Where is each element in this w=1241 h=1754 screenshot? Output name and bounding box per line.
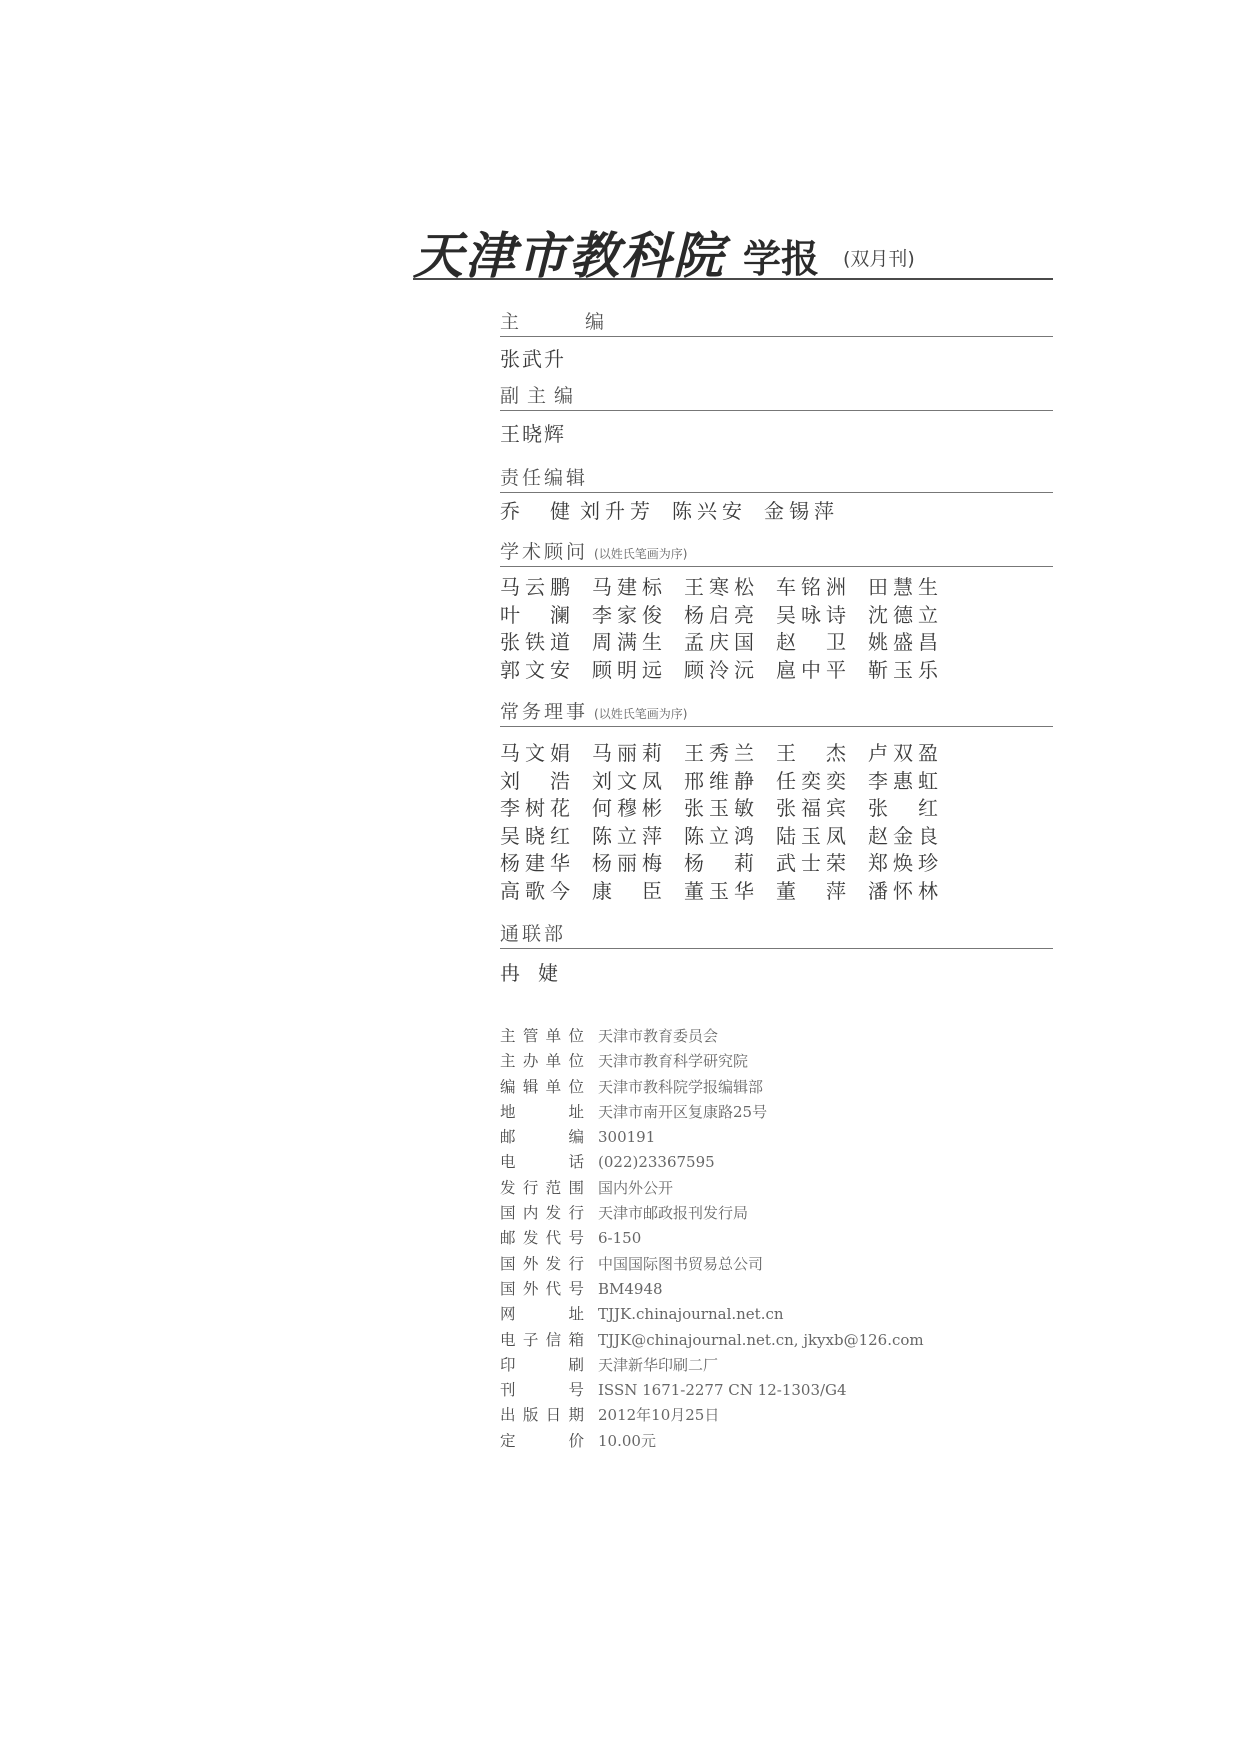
journal-logo-suffix: 学报 [743, 237, 820, 281]
info-label: 定价 [500, 1431, 584, 1450]
info-row [500, 1403, 924, 1428]
advisor-name: 姚盛昌 [868, 630, 938, 654]
info-label: 邮编 [500, 1128, 584, 1147]
publication-frequency: (双月刊) [843, 248, 915, 270]
advisor-name: 靳玉乐 [868, 657, 938, 682]
director-name: 潘怀林 [868, 878, 938, 903]
director-name: 吴晓红 [500, 823, 570, 848]
liaison-heading-text: 通联部 [500, 923, 567, 945]
director-name: 张福宾 [776, 796, 846, 820]
masthead [413, 212, 1053, 285]
director-name: 刘文凤 [592, 768, 662, 793]
info-label: 主管单位 [500, 1027, 584, 1045]
advisor-name: 马建标 [592, 575, 662, 599]
info-label: 编辑单位 [500, 1077, 584, 1096]
director-name: 陆玉凤 [776, 823, 846, 848]
info-value: 天津市教育科学研究院 [598, 1052, 749, 1071]
editor-in-chief-name: 张武升 [500, 347, 566, 371]
director-name: 陈立萍 [592, 823, 662, 848]
director-name: 张红 [868, 796, 938, 820]
academic-advisors-list [500, 574, 960, 684]
responsible-editors-heading-text: 责任编辑 [500, 467, 589, 489]
info-label: 电子信箱 [500, 1330, 584, 1349]
info-value: 2012年10月25日 [598, 1406, 720, 1425]
info-row [500, 1049, 924, 1074]
info-row [500, 1075, 924, 1100]
director-name: 李惠虹 [868, 768, 938, 793]
editor-in-chief-heading [500, 310, 1053, 337]
advisor-name: 顾泠沅 [684, 657, 754, 682]
director-name: 卢双盈 [868, 741, 938, 765]
info-value: 10.00元 [598, 1431, 656, 1450]
director-name: 王秀兰 [684, 741, 754, 765]
info-label: 出版日期 [500, 1406, 584, 1425]
director-name: 康臣 [592, 878, 662, 903]
info-label: 发行范围 [500, 1178, 584, 1197]
academic-advisors-note: (以姓氏笔画为序) [594, 547, 688, 561]
info-value: 天津市邮政报刊发行局 [598, 1204, 749, 1223]
info-row [500, 1429, 924, 1454]
advisor-name: 赵卫 [776, 630, 846, 654]
advisor-name: 扈中平 [776, 657, 846, 682]
liaison-name: 冉婕 [500, 961, 576, 985]
executive-directors-heading-text: 常务理事 [500, 701, 589, 723]
deputy-editor-name: 王晓辉 [500, 422, 566, 446]
info-row [500, 1302, 924, 1327]
publication-info [500, 1024, 924, 1454]
advisor-name: 叶澜 [500, 602, 570, 627]
info-row [500, 1125, 924, 1150]
executive-directors-list [500, 740, 960, 905]
info-value: TJJK.chinajournal.net.cn [598, 1305, 784, 1324]
info-label: 印刷 [500, 1355, 584, 1374]
info-row [500, 1328, 924, 1353]
info-value: 6-150 [598, 1229, 642, 1248]
director-name: 武士荣 [776, 851, 846, 875]
advisor-name: 顾明远 [592, 657, 662, 682]
info-value: 天津市南开区复康路25号 [598, 1102, 768, 1121]
info-label: 邮发代号 [500, 1229, 584, 1248]
director-name: 李树花 [500, 796, 570, 820]
info-row [500, 1024, 924, 1049]
director-name: 张玉敏 [684, 796, 754, 820]
director-name: 董萍 [776, 878, 846, 903]
director-name: 杨丽梅 [592, 851, 662, 875]
director-name: 赵金良 [868, 823, 938, 848]
info-value: 中国国际图书贸易总公司 [598, 1254, 764, 1273]
info-label: 国外代号 [500, 1279, 584, 1298]
info-label: 网址 [500, 1305, 584, 1324]
director-name: 刘浩 [500, 768, 570, 793]
responsible-editors-list [500, 498, 856, 525]
info-row [500, 1226, 924, 1251]
info-value: BM4948 [598, 1279, 663, 1298]
advisor-name: 王寒松 [684, 575, 754, 599]
director-name: 高歌今 [500, 878, 570, 903]
info-value: 300191 [598, 1128, 656, 1147]
academic-advisors-heading [500, 540, 1053, 567]
responsible-editor: 陈兴安 [672, 499, 742, 523]
executive-directors-note: (以姓氏笔画为序) [594, 707, 688, 721]
director-name: 任奕奕 [776, 768, 846, 793]
deputy-editor-heading-text: 副主编 [500, 385, 582, 407]
info-value: ISSN 1671-2277 CN 12-1303/G4 [598, 1381, 847, 1400]
info-label: 刊号 [500, 1381, 584, 1400]
director-name: 董玉华 [684, 878, 754, 903]
director-name: 何穆彬 [592, 796, 662, 820]
info-value: (022)23367595 [598, 1153, 715, 1172]
info-value: TJJK@chinajournal.net.cn, jkyxb@126.com [598, 1330, 924, 1349]
director-name: 杨建华 [500, 851, 570, 875]
advisor-name: 郭文安 [500, 657, 570, 682]
info-label: 电话 [500, 1153, 584, 1172]
director-name: 王杰 [776, 741, 846, 765]
info-row [500, 1100, 924, 1125]
info-row [500, 1150, 924, 1175]
info-row [500, 1378, 924, 1403]
info-value: 天津市教科院学报编辑部 [598, 1077, 764, 1096]
liaison-heading [500, 922, 1053, 949]
info-row [500, 1277, 924, 1302]
advisor-name: 田慧生 [868, 575, 938, 599]
advisor-name: 孟庆国 [684, 630, 754, 654]
director-name: 陈立鸿 [684, 823, 754, 848]
responsible-editor: 刘升芳 [580, 499, 650, 523]
info-row [500, 1201, 924, 1226]
editor-in-chief-heading-text: 主 编 [500, 311, 635, 333]
info-value: 天津市教育委员会 [598, 1027, 719, 1045]
info-row [500, 1353, 924, 1378]
info-label: 地址 [500, 1102, 584, 1121]
info-row [500, 1176, 924, 1201]
advisor-name: 沈德立 [868, 602, 938, 627]
info-row [500, 1252, 924, 1277]
info-label: 主办单位 [500, 1052, 584, 1071]
responsible-editors-heading [500, 466, 1053, 493]
advisor-name: 杨启亮 [684, 602, 754, 627]
journal-logo-title: 天津市教科院 [413, 226, 725, 285]
director-name: 郑焕珍 [868, 851, 938, 875]
executive-directors-heading [500, 700, 1053, 727]
director-name: 邢维静 [684, 768, 754, 793]
info-value: 天津新华印刷二厂 [598, 1355, 719, 1374]
advisor-name: 吴咏诗 [776, 602, 846, 627]
academic-advisors-heading-text: 学术顾问 [500, 541, 589, 563]
advisor-name: 张铁道 [500, 630, 570, 654]
advisor-name: 周满生 [592, 630, 662, 654]
advisor-name: 李家俊 [592, 602, 662, 627]
info-label: 国外发行 [500, 1254, 584, 1273]
advisor-name: 马云鹏 [500, 575, 570, 599]
director-name: 马文娟 [500, 741, 570, 765]
advisor-name: 车铭洲 [776, 575, 846, 599]
responsible-editor: 金锡萍 [764, 499, 834, 523]
responsible-editor: 乔健 [500, 499, 570, 523]
info-value: 国内外公开 [598, 1178, 674, 1197]
director-name: 马丽莉 [592, 741, 662, 765]
deputy-editor-heading [500, 384, 1053, 411]
director-name: 杨莉 [684, 851, 754, 875]
info-label: 国内发行 [500, 1204, 584, 1223]
